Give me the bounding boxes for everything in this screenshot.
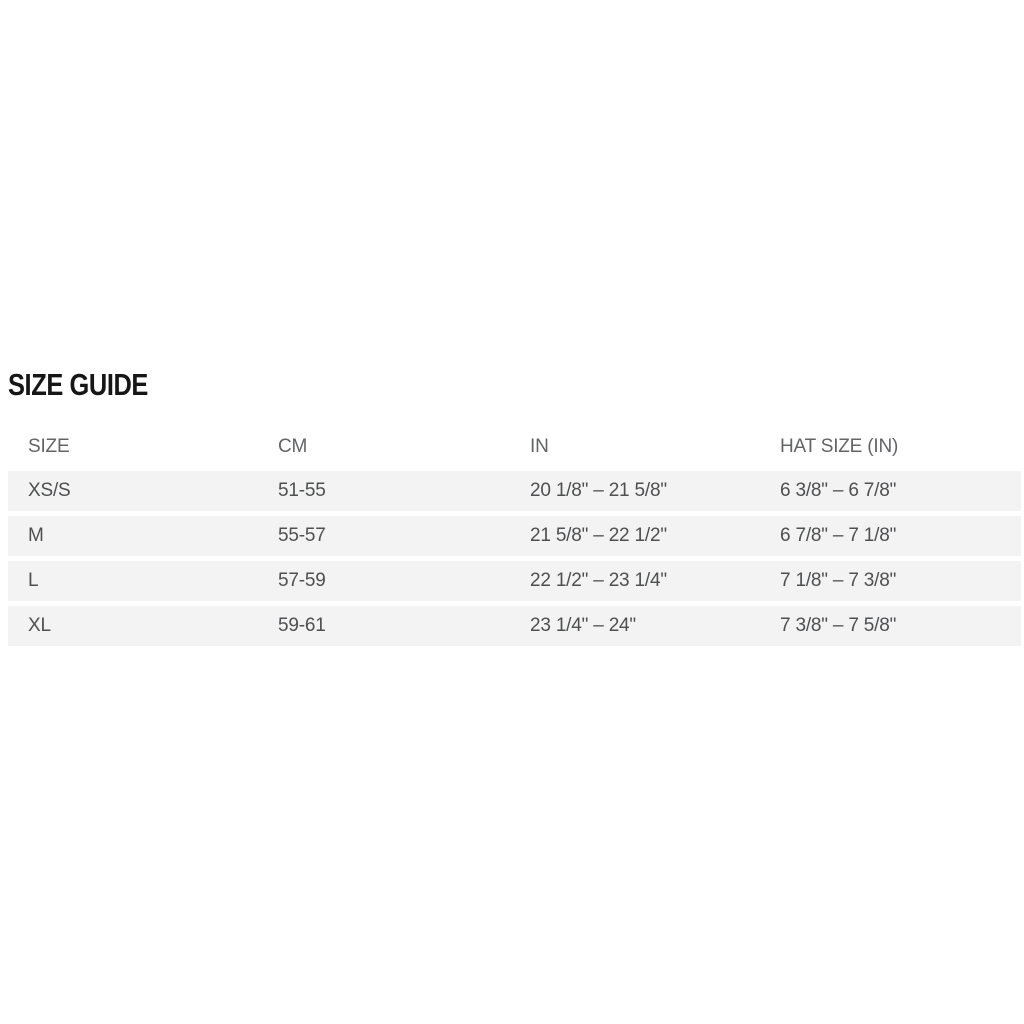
table-row-xl [8, 606, 1021, 646]
cell-cm: 51-55 [278, 480, 326, 501]
column-header-cm: CM [278, 436, 308, 457]
cell-hat-size: 7 3/8" – 7 5/8" [780, 615, 897, 636]
column-header-in: IN [530, 436, 549, 457]
cell-size: XL [28, 615, 51, 636]
column-header-size: SIZE [28, 436, 70, 457]
size-guide-table [8, 428, 1021, 646]
table-row-l [8, 561, 1021, 601]
cell-cm: 57-59 [278, 570, 326, 591]
cell-in: 22 1/2" – 23 1/4" [530, 570, 667, 591]
cell-hat-size: 6 7/8" – 7 1/8" [780, 525, 897, 546]
size-guide-title: SIZE GUIDE [8, 367, 148, 402]
cell-hat-size: 6 3/8" – 6 7/8" [780, 480, 897, 501]
cell-in: 21 5/8" – 22 1/2" [530, 525, 667, 546]
table-header-row [8, 428, 1021, 466]
cell-hat-size: 7 1/8" – 7 3/8" [780, 570, 897, 591]
cell-cm: 59-61 [278, 615, 326, 636]
cell-size: M [28, 525, 44, 546]
table-row-xs-s [8, 471, 1021, 511]
cell-size: L [28, 570, 39, 591]
table-row-m [8, 516, 1021, 556]
cell-size: XS/S [28, 480, 71, 501]
cell-in: 23 1/4" – 24" [530, 615, 636, 636]
cell-in: 20 1/8" – 21 5/8" [530, 480, 667, 501]
column-header-hat-size: HAT SIZE (IN) [780, 436, 899, 457]
cell-cm: 55-57 [278, 525, 326, 546]
